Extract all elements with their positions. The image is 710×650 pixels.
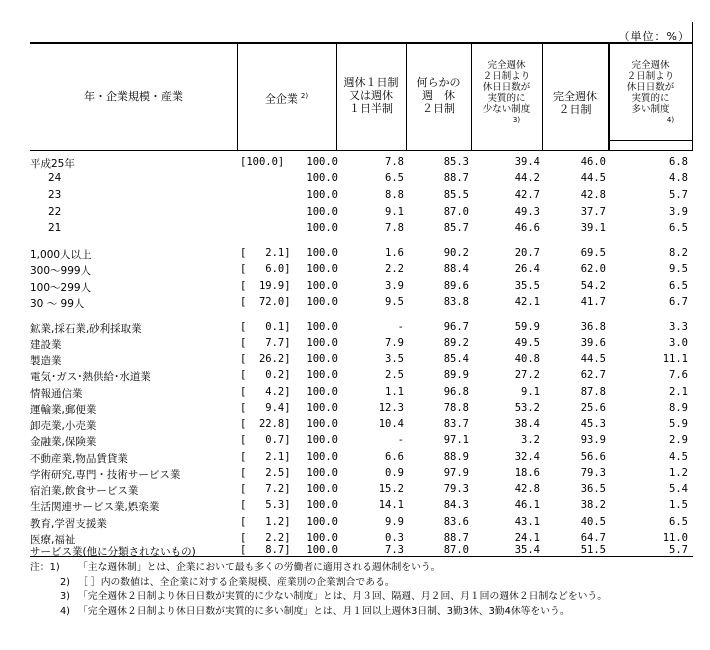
row-label: 生活関連サービス業,娯楽業 <box>30 501 160 513</box>
cell-c4: 64.7 <box>580 532 606 544</box>
cell-all: 100.0 <box>306 296 338 308</box>
cell-all: 100.0 <box>306 418 338 430</box>
cell-c3: 38.4 <box>514 418 540 430</box>
cell-c5: 5.7 <box>669 189 688 201</box>
cell-c3: 49.5 <box>514 337 540 349</box>
footnotes <box>30 561 607 619</box>
cell-c2: 88.9 <box>443 451 469 463</box>
cell-c4: 56.6 <box>580 451 606 463</box>
company-share: [ 26.2] <box>240 353 291 365</box>
cell-c1: 7.9 <box>385 337 404 349</box>
table-row <box>0 386 710 402</box>
company-share: [ 0.7] <box>240 434 291 446</box>
cell-c2: 79.3 <box>443 483 469 495</box>
table-row <box>0 189 710 205</box>
cell-c5: 6.5 <box>669 516 688 528</box>
row-label: 金融業,保険業 <box>30 436 97 448</box>
header-some-two-day: 何らかの 週 休 ２日制 <box>416 76 461 115</box>
cell-c2: 85.3 <box>443 156 469 168</box>
row-label: 23 <box>48 189 62 201</box>
cell-c2: 87.0 <box>443 544 469 556</box>
cell-c4: 79.3 <box>580 467 606 479</box>
cell-c5: 6.8 <box>669 156 688 168</box>
table-row <box>0 544 710 560</box>
header-bottom-rule <box>30 150 693 151</box>
cell-c3: 40.8 <box>514 353 540 365</box>
header-note-ref: 4) <box>666 116 675 124</box>
cell-all: 100.0 <box>306 247 338 259</box>
row-label: 学術研究,専門・技術サービス業 <box>30 469 181 481</box>
cell-c2: 87.0 <box>443 206 469 218</box>
table-row <box>0 206 710 222</box>
cell-c1: 10.4 <box>378 418 404 430</box>
cell-c3: 32.4 <box>514 451 540 463</box>
row-label: 教育,学習支援業 <box>30 518 107 530</box>
cell-c4: 93.9 <box>580 434 606 446</box>
cell-c4: 39.6 <box>580 337 606 349</box>
cell-c3: 35.5 <box>514 280 540 292</box>
cell-c2: 89.6 <box>443 280 469 292</box>
company-share: [ 8.7] <box>240 544 291 556</box>
cell-c1: 14.1 <box>378 499 404 511</box>
cell-c5: 8.9 <box>669 402 688 414</box>
cell-c3: 35.4 <box>514 544 540 556</box>
cell-c5: 3.0 <box>669 337 688 349</box>
cell-all: 100.0 <box>306 544 338 556</box>
row-label: 医療,福祉 <box>30 534 76 546</box>
row-label: 300～999人 <box>30 265 92 277</box>
c5-box-bottom <box>608 140 693 141</box>
table-row <box>0 280 710 296</box>
row-label: 運輸業,郵便業 <box>30 404 97 416</box>
cell-c4: 44.5 <box>580 353 606 365</box>
header-note-ref: 2) <box>300 92 309 100</box>
row-label: サービス業(他に分類されないもの) <box>30 546 196 558</box>
cell-c1: 1.1 <box>385 386 404 398</box>
cell-c5: 5.4 <box>669 483 688 495</box>
cell-all: 100.0 <box>306 189 338 201</box>
cell-c4: 46.0 <box>580 156 606 168</box>
row-label: 建設業 <box>30 339 62 351</box>
cell-c4: 62.0 <box>580 263 606 275</box>
cell-c5: 2.9 <box>669 434 688 446</box>
cell-c1: 0.9 <box>385 467 404 479</box>
company-share: [ 2.1] <box>240 451 291 463</box>
cell-c4: 62.7 <box>580 369 606 381</box>
footnote: 3) 「完全週休２日制より休日日数が実質的に少ない制度」とは、月３回、隔週、月２回、月１回の週休２日制などをいう。 <box>59 591 608 602</box>
cell-c3: 44.2 <box>514 172 540 184</box>
table-row <box>0 263 710 279</box>
table-row <box>0 296 710 312</box>
row-label: 30 ～ 99人 <box>30 298 85 310</box>
cell-c5: 1.2 <box>669 467 688 479</box>
cell-all: 100.0 <box>306 369 338 381</box>
row-label: 電気･ガス･熱供給･水道業 <box>30 371 151 383</box>
cell-c4: 25.6 <box>580 402 606 414</box>
company-share: [ 72.0] <box>240 296 291 308</box>
cell-c1: 3.9 <box>385 280 404 292</box>
cell-c3: 42.7 <box>514 189 540 201</box>
cell-c3: 53.2 <box>514 402 540 414</box>
cell-c3: 26.4 <box>514 263 540 275</box>
cell-c5: 9.5 <box>669 263 688 275</box>
header-all-companies: 全企業 $^{2)}$ <box>264 92 309 106</box>
cell-c5: 8.2 <box>669 247 688 259</box>
row-label: 製造業 <box>30 355 62 367</box>
company-share: [ 2.5] <box>240 467 291 479</box>
cell-c1: 6.6 <box>385 451 404 463</box>
cell-all: 100.0 <box>306 451 338 463</box>
cell-c1: 2.5 <box>385 369 404 381</box>
cell-c2: 83.6 <box>443 516 469 528</box>
table-row <box>0 402 710 418</box>
cell-c2: 96.7 <box>443 321 469 333</box>
company-share: [ 6.0] <box>240 263 291 275</box>
cell-all: 100.0 <box>306 280 338 292</box>
cell-c1: 9.9 <box>385 516 404 528</box>
table-row <box>0 434 710 450</box>
cell-c4: 42.8 <box>580 189 606 201</box>
cell-c3: 20.7 <box>514 247 540 259</box>
table-row <box>0 321 710 337</box>
cell-c5: 1.5 <box>669 499 688 511</box>
cell-all: 100.0 <box>306 263 338 275</box>
table-top-rule <box>30 42 693 44</box>
cell-all: 100.0 <box>306 353 338 365</box>
table-row <box>0 222 710 238</box>
cell-c1: - <box>397 434 404 446</box>
cell-c2: 88.7 <box>443 172 469 184</box>
cell-c1: 8.8 <box>385 189 404 201</box>
header-weekly-one-day: 週休１日制 又は週休 １日半制 <box>343 76 399 115</box>
cell-c2: 78.8 <box>443 402 469 414</box>
row-label: 100～299人 <box>30 282 92 294</box>
cell-c4: 45.3 <box>580 418 606 430</box>
cell-c4: 38.2 <box>580 499 606 511</box>
company-share: [ 4.2] <box>240 386 291 398</box>
table-row <box>0 156 710 172</box>
cell-c2: 83.7 <box>443 418 469 430</box>
unit-label: （単位：%） <box>618 30 690 43</box>
company-share: [ 2.1] <box>240 247 291 259</box>
footnote: 注：1) 「主な週休制」とは、企業において最も多くの労働者に適用される週休制をいう。 <box>30 562 441 573</box>
cell-c5: 11.1 <box>662 353 688 365</box>
company-share: [ 7.2] <box>240 483 291 495</box>
cell-c1: 9.5 <box>385 296 404 308</box>
cell-all: 100.0 <box>306 532 338 544</box>
company-share: [ 2.2] <box>240 532 291 544</box>
cell-all: 100.0 <box>306 206 338 218</box>
cell-all: 100.0 <box>306 434 338 446</box>
cell-c5: 4.8 <box>669 172 688 184</box>
row-label: 鉱業,採石業,砂利採取業 <box>30 323 142 335</box>
cell-c1: - <box>397 321 404 333</box>
cell-c2: 96.8 <box>443 386 469 398</box>
table-row <box>0 353 710 369</box>
cell-c4: 36.5 <box>580 483 606 495</box>
cell-all: 100.0 <box>306 499 338 511</box>
company-share: [ 19.9] <box>240 280 291 292</box>
cell-c5: 5.7 <box>669 544 688 556</box>
table-row <box>0 418 710 434</box>
cell-c3: 27.2 <box>514 369 540 381</box>
cell-c3: 46.1 <box>514 499 540 511</box>
company-share: [ 0.1] <box>240 321 291 333</box>
cell-c3: 9.1 <box>521 386 540 398</box>
footnote: 2) ［ ］内の数値は、全企業に対する企業規模、産業別の企業割合である。 <box>59 576 395 588</box>
cell-c1: 6.5 <box>385 172 404 184</box>
cell-all: 100.0 <box>306 516 338 528</box>
header-note-ref: 3) <box>512 116 521 124</box>
cell-c2: 97.1 <box>443 434 469 446</box>
row-label: 24 <box>48 172 62 184</box>
row-label: 平成25年 <box>30 158 75 170</box>
cell-c1: 12.3 <box>378 402 404 414</box>
cell-c1: 9.1 <box>385 206 404 218</box>
cell-c3: 42.8 <box>514 483 540 495</box>
cell-c3: 3.2 <box>521 434 540 446</box>
company-share: [ 0.2] <box>240 369 291 381</box>
cell-c5: 11.0 <box>662 532 688 544</box>
cell-c1: 7.3 <box>385 544 404 556</box>
cell-c4: 40.5 <box>580 516 606 528</box>
table-row <box>0 499 710 515</box>
company-share: [ 7.7] <box>240 337 291 349</box>
cell-c5: 2.1 <box>669 386 688 398</box>
cell-c4: 39.1 <box>580 222 606 234</box>
row-label: 22 <box>48 206 62 218</box>
table-row <box>0 483 710 499</box>
cell-c4: 37.7 <box>580 206 606 218</box>
table-row <box>0 516 710 532</box>
row-label: 情報通信業 <box>30 388 83 400</box>
cell-c5: 3.3 <box>669 321 688 333</box>
row-label: 不動産業,物品賃貸業 <box>30 453 128 465</box>
company-share: [ 9.4] <box>240 402 291 414</box>
cell-c1: 2.2 <box>385 263 404 275</box>
cell-c5: 6.5 <box>669 280 688 292</box>
cell-c2: 83.8 <box>443 296 469 308</box>
header-more-than-full: 完全週休 ２日制より 休日日数が 実質的に 多い制度 $^{4)}$ <box>626 60 675 124</box>
company-share: [ 5.3] <box>240 499 291 511</box>
cell-c5: 3.9 <box>669 206 688 218</box>
cell-c3: 59.9 <box>514 321 540 333</box>
cell-c4: 51.5 <box>580 544 606 556</box>
table-row <box>0 467 710 483</box>
cell-all: 100.0 <box>306 156 338 168</box>
cell-c1: 7.8 <box>385 222 404 234</box>
cell-c2: 88.7 <box>443 532 469 544</box>
company-share: [ 1.2] <box>240 516 291 528</box>
header-fewer-than-full: 完全週休 ２日制より 休日日数が 実質的に 少ない制度 $^{3)}$ <box>482 60 531 124</box>
cell-c5: 7.6 <box>669 369 688 381</box>
cell-c5: 4.5 <box>669 451 688 463</box>
cell-c2: 90.2 <box>443 247 469 259</box>
cell-all: 100.0 <box>306 402 338 414</box>
cell-c1: 3.5 <box>385 353 404 365</box>
cell-c5: 6.5 <box>669 222 688 234</box>
cell-c3: 39.4 <box>514 156 540 168</box>
cell-c3: 49.3 <box>514 206 540 218</box>
cell-all: 100.0 <box>306 337 338 349</box>
cell-all: 100.0 <box>306 483 338 495</box>
cell-c5: 5.9 <box>669 418 688 430</box>
cell-c2: 89.9 <box>443 369 469 381</box>
cell-c4: 87.8 <box>580 386 606 398</box>
cell-c2: 88.4 <box>443 263 469 275</box>
cell-c2: 85.7 <box>443 222 469 234</box>
header-row-label: 年・企業規模・産業 <box>84 90 183 103</box>
cell-c4: 54.2 <box>580 280 606 292</box>
cell-c1: 15.2 <box>378 483 404 495</box>
footnote: 4) 「完全週休２日制より休日日数が実質的に多い制度」とは、月１回以上週休3日制、3勤3休、3勤4休等をいう。 <box>59 605 570 617</box>
cell-c3: 24.1 <box>514 532 540 544</box>
cell-c4: 41.7 <box>580 296 606 308</box>
cell-c2: 97.9 <box>443 467 469 479</box>
row-label: 宿泊業,飲食サービス業 <box>30 485 139 497</box>
cell-c2: 85.4 <box>443 353 469 365</box>
cell-c2: 84.3 <box>443 499 469 511</box>
row-label: 卸売業,小売業 <box>30 420 97 432</box>
cell-all: 100.0 <box>306 172 338 184</box>
cell-c4: 69.5 <box>580 247 606 259</box>
cell-c3: 46.6 <box>514 222 540 234</box>
cell-c4: 36.8 <box>580 321 606 333</box>
cell-c5: 6.7 <box>669 296 688 308</box>
cell-c2: 89.2 <box>443 337 469 349</box>
cell-c3: 42.1 <box>514 296 540 308</box>
table-row <box>0 247 710 263</box>
company-share: [ 22.8] <box>240 418 291 430</box>
cell-all: 100.0 <box>306 222 338 234</box>
cell-c1: 1.6 <box>385 247 404 259</box>
table-row <box>0 451 710 467</box>
cell-c2: 85.5 <box>443 189 469 201</box>
cell-c1: 0.3 <box>385 532 404 544</box>
table-row <box>0 337 710 353</box>
cell-all: 100.0 <box>306 386 338 398</box>
table-row <box>0 369 710 385</box>
company-share: [100.0] <box>240 156 285 168</box>
row-label: 1,000人以上 <box>30 249 92 261</box>
table-row <box>0 172 710 188</box>
cell-c3: 18.6 <box>514 467 540 479</box>
cell-all: 100.0 <box>306 467 338 479</box>
cell-c1: 7.8 <box>385 156 404 168</box>
cell-c3: 43.1 <box>514 516 540 528</box>
header-full-two-day: 完全週休 ２日制 <box>553 90 597 116</box>
cell-c4: 44.5 <box>580 172 606 184</box>
cell-all: 100.0 <box>306 321 338 333</box>
row-label: 21 <box>48 222 62 234</box>
